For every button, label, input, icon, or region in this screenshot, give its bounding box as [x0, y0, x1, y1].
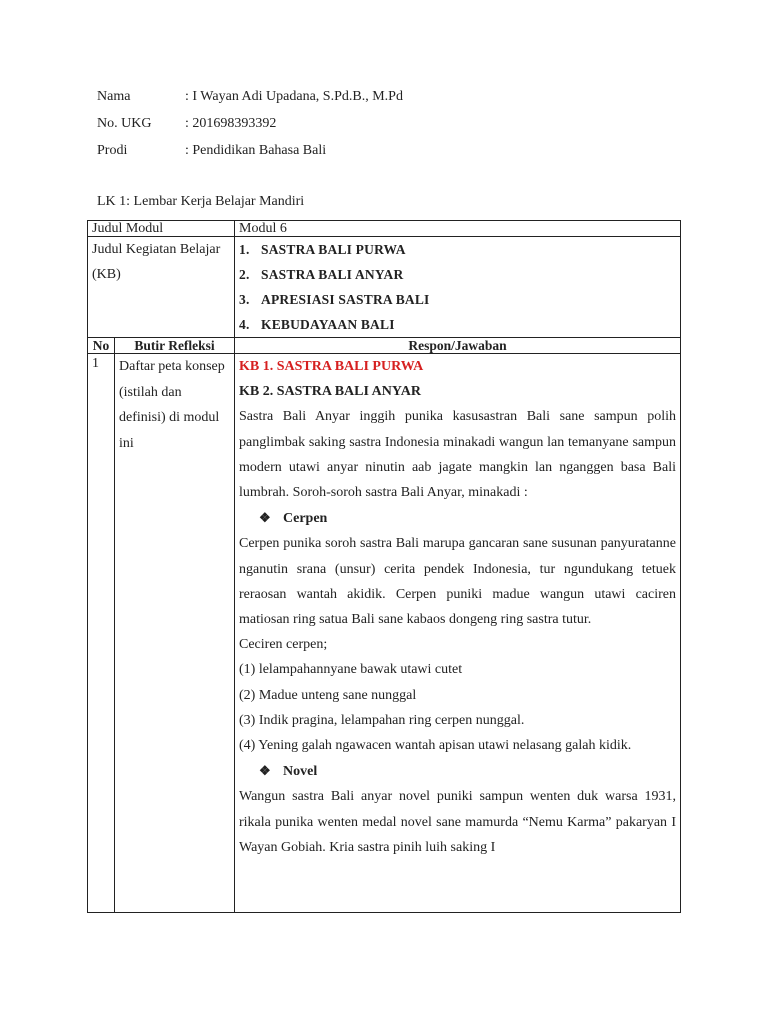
kb-item	[239, 262, 676, 287]
ukg-value: : 201698393392	[185, 116, 277, 131]
kb-item-num: 2.	[239, 267, 250, 282]
judul-kb-label: Judul Kegiatan Belajar (KB)	[88, 237, 235, 338]
kb-item-text: SASTRA BALI PURWA	[261, 242, 406, 257]
cerpen-heading-text: Cerpen	[283, 511, 328, 527]
lk-table	[87, 220, 681, 913]
diamond-bullet-icon: ❖	[259, 763, 271, 779]
ciri-label: Ceciren cerpen;	[239, 637, 328, 653]
judul-modul-label: Judul Modul	[88, 221, 235, 237]
novel-heading-text: Novel	[283, 764, 318, 780]
kb-item	[239, 312, 676, 337]
ciri-item: (1) lelampahannyane bawak utawi cutet	[239, 662, 463, 678]
butir-refleksi: Daftar peta konsep (istilah dan definisi) di modul ini	[115, 354, 235, 913]
nama-value: : I Wayan Adi Upadana, S.Pd.B., M.Pd	[185, 89, 403, 104]
table-header-row	[88, 338, 681, 354]
col-butir-header: Butir Refleksi	[115, 338, 235, 354]
prodi-value: : Pendidikan Bahasa Bali	[185, 143, 327, 158]
row-judul-modul	[88, 221, 681, 237]
kb-item	[239, 237, 676, 262]
header-nama	[97, 88, 403, 105]
judul-modul-value: Modul 6	[235, 221, 681, 237]
kb-item-num: 3.	[239, 292, 250, 307]
kb2-heading: KB 2. SASTRA BALI ANYAR	[239, 384, 421, 400]
novel-paragraph: Wangun sastra Bali anyar novel puniki sampun wenten duk warsa 1931, rikala punika wenten medal novel sane mamurda “Nemu Karma” pakaryan I Wayan Gobiah. Kria sastra pinih luih saking I	[239, 789, 676, 855]
ukg-label: No. UKG	[97, 116, 152, 131]
col-respon-header: Respon/Jawaban	[235, 338, 681, 354]
kb-item-num: 4.	[239, 317, 250, 332]
kb-item-text: KEBUDAYAAN BALI	[261, 317, 395, 332]
kb-item	[239, 287, 676, 312]
table-row	[88, 354, 681, 913]
row-judul-kb	[88, 237, 681, 338]
ciri-item: (3) Indik pragina, lelampahan ring cerpen nunggal.	[239, 712, 525, 728]
cerpen-paragraph: Cerpen punika soroh sastra Bali marupa gancaran sane susunan panyuratanne nganutin srana (unsur) cerita pendek Indonesia, tur ngundukang tetuek reraosan wantah akidik. Cerpen puniki madue wangun utawi caciren matiosan ring satua Bali sane kabaos dongeng ring sastra tutur.	[239, 536, 676, 628]
prodi-label: Prodi	[97, 143, 128, 158]
header-prodi	[97, 142, 326, 159]
diamond-bullet-icon: ❖	[259, 510, 271, 526]
col-no-header: No	[88, 338, 115, 354]
response-cell	[235, 354, 681, 913]
intro-paragraph: Sastra Bali Anyar inggih punika kasusastran Bali sane sampun polih panglimbak saking sastra Indonesia minakadi wangun lan temanyane sampun modern utawi anyar ninutin aab jagate mangkin lan nganggen basa Bali lumbrah. Soroh-soroh sastra Bali Anyar, minakadi :	[239, 409, 676, 501]
kb-list	[239, 237, 676, 337]
cerpen-heading	[239, 505, 676, 531]
novel-heading	[239, 758, 676, 784]
kb-item-text: SASTRA BALI ANYAR	[261, 267, 404, 282]
ciri-item: (4) Yening galah ngawacen wantah apisan utawi nelasang galah kidik.	[239, 738, 632, 754]
kb-item-text: APRESIASI SASTRA BALI	[261, 292, 430, 307]
lk-title: LK 1: Lembar Kerja Belajar Mandiri	[97, 194, 305, 209]
header-ukg	[97, 115, 276, 132]
nama-label: Nama	[97, 89, 131, 104]
row-number: 1	[88, 354, 115, 913]
kb-item-num: 1.	[239, 242, 250, 257]
kb1-heading: KB 1. SASTRA BALI PURWA	[239, 359, 424, 374]
kb-list-cell	[235, 237, 681, 338]
ciri-item: (2) Madue unteng sane nunggal	[239, 687, 417, 703]
